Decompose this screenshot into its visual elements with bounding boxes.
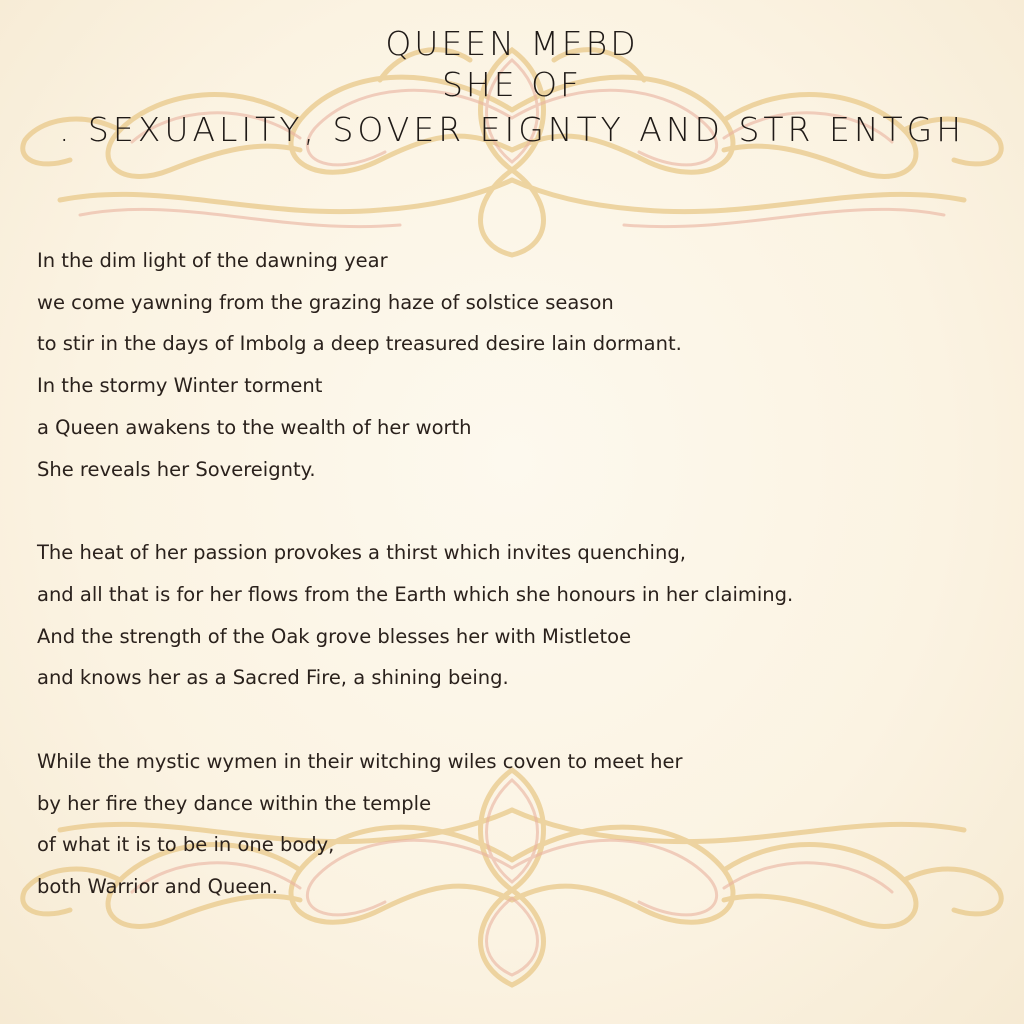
poem-line: by her fire they dance within the temple: [37, 791, 432, 815]
poem-line: She reveals her Sovereignty.: [37, 457, 316, 481]
title-line-3: . SEXUALITY, SOVER EIGNTY AND STR ENTGH: [58, 110, 966, 149]
poem-line: The heat of her passion provokes a thirst which invites quenching,: [37, 541, 686, 565]
poem-line: to stir in the days of Imbolg a deep treasured desire lain dormant.: [37, 332, 682, 356]
stanza-2: [37, 532, 997, 699]
poem-line: both Warrior and Queen.: [37, 875, 278, 899]
poem-line: and all that is for her flows from the Earth which she honours in her claiming.: [37, 582, 794, 606]
poem-line: In the stormy Winter torment: [37, 374, 323, 398]
title-line-2: SHE OF: [441, 65, 583, 104]
poem-line: we come yawning from the grazing haze of solstice season: [37, 290, 614, 314]
poem-line: a Queen awakens to the wealth of her worth: [37, 415, 472, 439]
poem-title: [0, 24, 1024, 154]
poem-body: [37, 240, 997, 950]
poem-line: and knows her as a Sacred Fire, a shining being.: [37, 666, 509, 690]
title-line-1: QUEEN MEBD: [385, 24, 639, 63]
stanza-3: [37, 741, 997, 908]
poem-line: In the dim light of the dawning year: [37, 249, 388, 272]
poem-line: And the strength of the Oak grove blesses her with Mistletoe: [37, 624, 632, 648]
poem-line: While the mystic wymen in their witching wiles coven to meet her: [37, 750, 683, 774]
stanza-1: [37, 240, 997, 490]
poem-line: of what it is to be in one body,: [37, 833, 335, 857]
